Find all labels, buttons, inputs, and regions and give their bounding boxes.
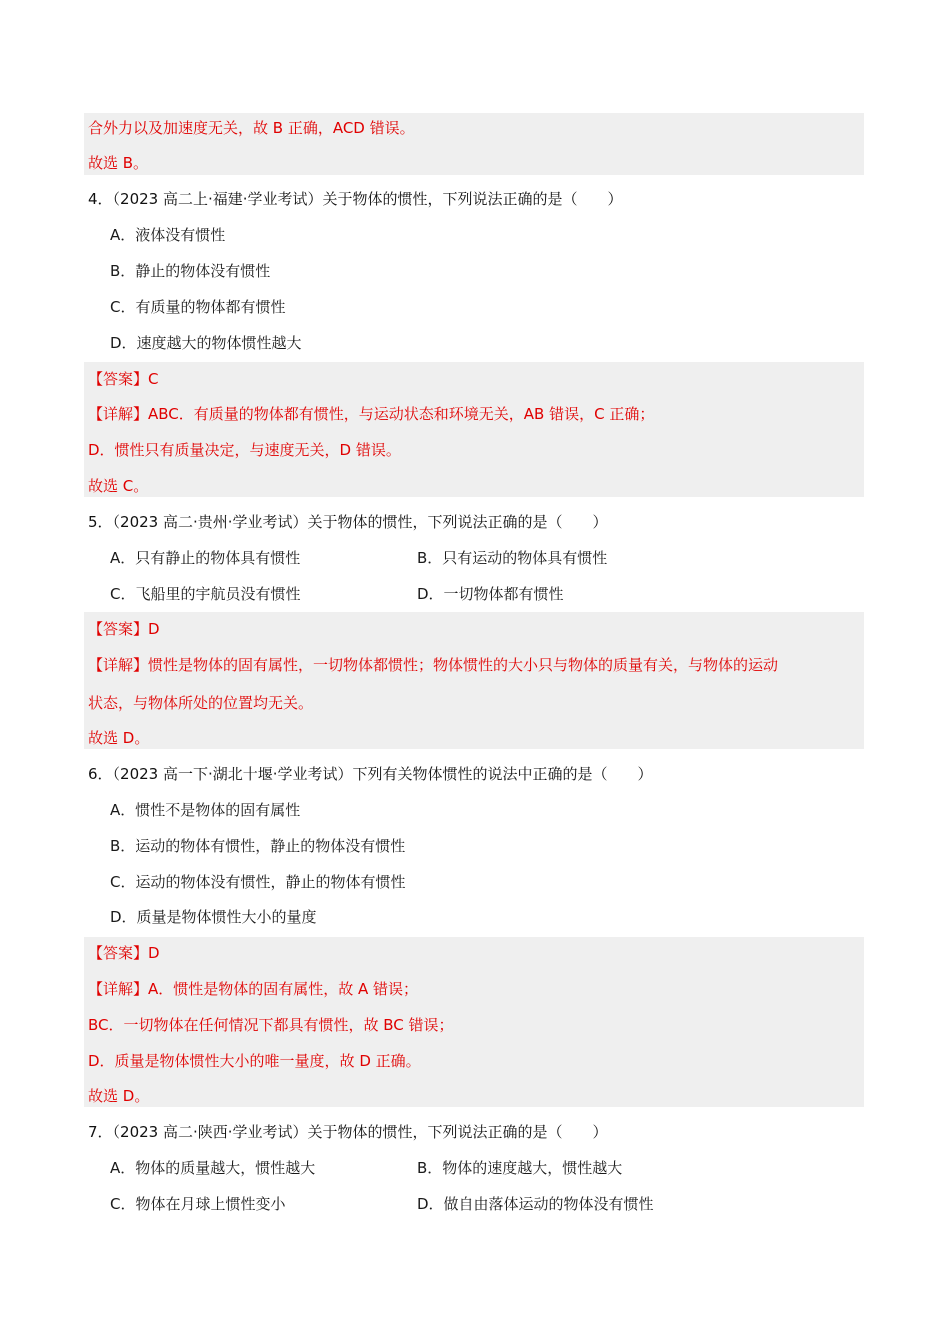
detail-line: 合外力以及加速度无关，故 B 正确，ACD 错误。 (88, 119, 415, 137)
q5-detail-2: 状态，与物体所处的位置均无关。 (88, 694, 314, 712)
q7-option-b: B．物体的速度越大，惯性越大 (417, 1159, 623, 1177)
q5-choose: 故选 D。 (88, 729, 150, 747)
q5-detail-1: 【详解】惯性是物体的固有属性，一切物体都惯性；物体惯性的大小只与物体的质量有关，与物体的运动 (88, 656, 779, 674)
q5-option-d: D．一切物体都有惯性 (417, 585, 564, 603)
answer-shade (84, 612, 864, 749)
q7-option-c: C．物体在月球上惯性变小 (110, 1195, 286, 1213)
q6-option-d: D．质量是物体惯性大小的量度 (110, 908, 317, 926)
q6-option-c: C．运动的物体没有惯性，静止的物体有惯性 (110, 873, 406, 891)
q7-option-a: A．物体的质量越大，惯性越大 (110, 1159, 316, 1177)
q7-option-d: D．做自由落体运动的物体没有惯性 (417, 1195, 654, 1213)
q5-answer: 【答案】D (88, 620, 160, 638)
question-4-stem: 4．（2023 高二上·福建·学业考试）关于物体的惯性，下列说法正确的是（ ） (88, 190, 623, 208)
q6-detail-3: D．质量是物体惯性大小的唯一量度，故 D 正确。 (88, 1052, 421, 1070)
q4-option-a: A．液体没有惯性 (110, 226, 226, 244)
question-6-stem: 6．（2023 高一下·湖北十堰·学业考试）下列有关物体惯性的说法中正确的是（ ） (88, 765, 653, 783)
q6-detail-2: BC．一切物体在任何情况下都具有惯性，故 BC 错误； (88, 1016, 454, 1034)
q6-answer: 【答案】D (88, 944, 160, 962)
q4-detail-1: 【详解】ABC．有质量的物体都有惯性，与运动状态和环境无关，AB 错误，C 正确； (88, 405, 655, 423)
choose-line: 故选 B。 (88, 154, 149, 172)
q4-option-b: B．静止的物体没有惯性 (110, 262, 271, 280)
q6-choose: 故选 D。 (88, 1087, 150, 1105)
q6-option-b: B．运动的物体有惯性，静止的物体没有惯性 (110, 837, 406, 855)
q4-detail-2: D．惯性只有质量决定，与速度无关，D 错误。 (88, 441, 401, 459)
q5-option-b: B．只有运动的物体具有惯性 (417, 549, 608, 567)
q6-option-a: A．惯性不是物体的固有属性 (110, 801, 301, 819)
question-7-stem: 7．（2023 高二·陕西·学业考试）关于物体的惯性，下列说法正确的是（ ） (88, 1123, 608, 1141)
question-5-stem: 5．（2023 高二·贵州·学业考试）关于物体的惯性，下列说法正确的是（ ） (88, 513, 608, 531)
q5-option-a: A．只有静止的物体具有惯性 (110, 549, 301, 567)
q4-answer: 【答案】C (88, 370, 159, 388)
q4-option-c: C．有质量的物体都有惯性 (110, 298, 286, 316)
q5-option-c: C．飞船里的宇航员没有惯性 (110, 585, 301, 603)
q4-choose: 故选 C。 (88, 477, 149, 495)
answer-shade (84, 362, 864, 497)
q6-detail-1: 【详解】A．惯性是物体的固有属性，故 A 错误； (88, 980, 419, 998)
q4-option-d: D．速度越大的物体惯性越大 (110, 334, 302, 352)
